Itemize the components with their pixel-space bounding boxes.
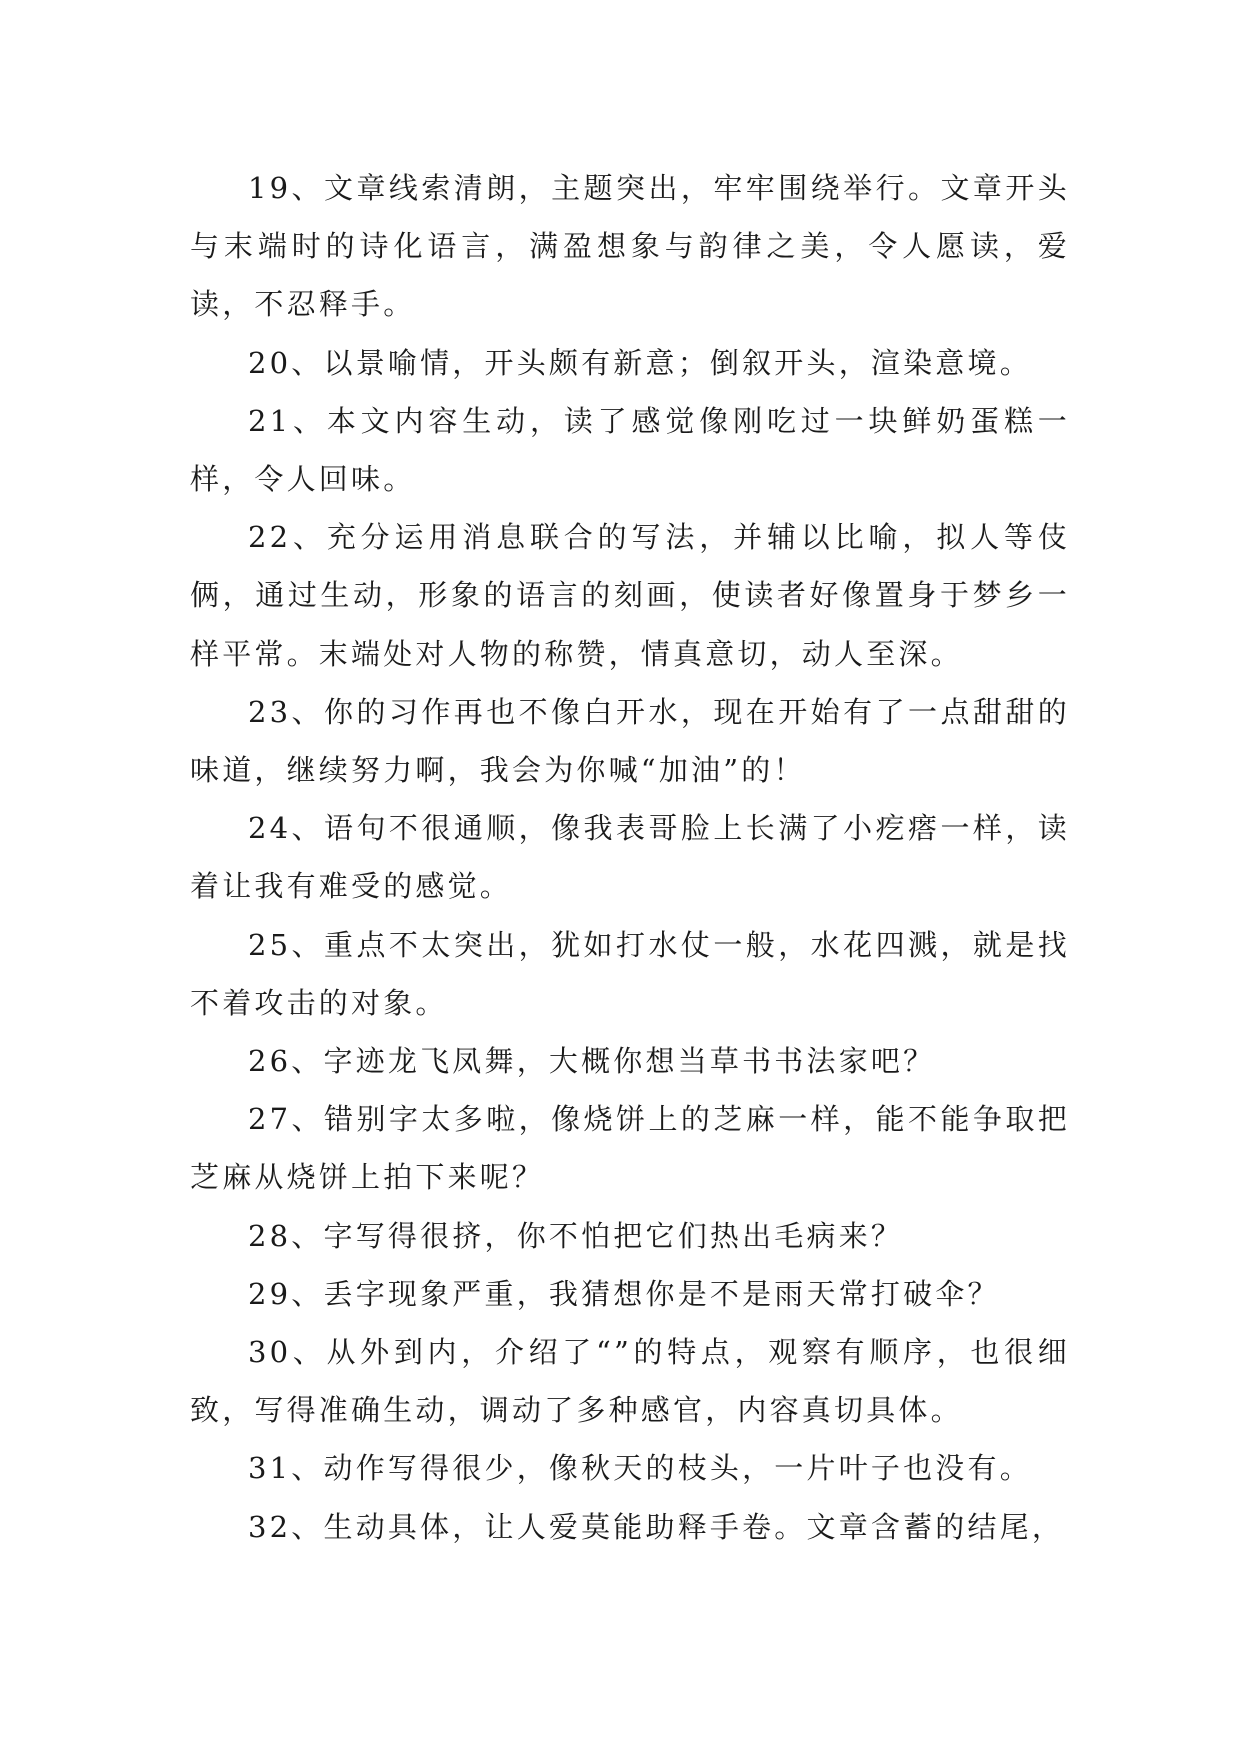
paragraph-26: 26、字迹龙飞凤舞，大概你想当草书书法家吧？: [248, 1044, 936, 1079]
document-body: [190, 159, 1070, 1556]
paragraph-25: 25、重点不太突出，犹如打水仗一般，水花四溅，就是找不着攻击的对象。: [190, 927, 1070, 1020]
paragraph-29: 29、丢字现象严重，我猜想你是不是雨天常打破伞？: [248, 1276, 1000, 1311]
paragraph-28: 28、字写得很挤，你不怕把它们热出毛病来？: [248, 1218, 904, 1253]
paragraph-21: 21、本文内容生动，读了感觉像刚吃过一块鲜奶蛋糕一样，令人回味。: [190, 403, 1070, 497]
paragraph-23: 23、你的习作再也不像白开水，现在开始有了一点甜甜的味道，继续努力啊，我会为你喊“加油”的！: [190, 694, 1070, 788]
paragraph-20: 20、以景喻情，开头颇有新意；倒叙开头，渲染意境。: [248, 345, 1032, 380]
paragraph-30: 30、从外到内，介绍了“”的特点，观察有顺序，也很细致，写得准确生动，调动了多种感官，内容真切具体。: [190, 1335, 1070, 1428]
paragraph-22: 22、充分运用消息联合的写法，并辅以比喻，拟人等伎俩，通过生动，形象的语言的刻画，使读者好像置身于梦乡一样平常。末端处对人物的称赞，情真意切，动人至深。: [190, 520, 1070, 671]
paragraph-31: 31、动作写得很少，像秋天的枝头，一片叶子也没有。: [248, 1451, 1032, 1486]
paragraph-24: 24、语句不很通顺，像我表哥脸上长满了小疙瘩一样，读着让我有难受的感觉。: [190, 811, 1070, 904]
paragraph-32: 32、生动具体，让人爱莫能助释手卷。文章含蓄的结尾，: [248, 1509, 1065, 1544]
paragraph-27: 27、错别字太多啦，像烧饼上的芝麻一样，能不能争取把芝麻从烧饼上拍下来呢？: [190, 1102, 1070, 1195]
paragraph-19: 19、文章线索清朗，主题突出，牢牢围绕举行。文章开头与末端时的诗化语言，满盈想象与韵律之美，令人愿读，爱读，不忍释手。: [190, 171, 1070, 322]
